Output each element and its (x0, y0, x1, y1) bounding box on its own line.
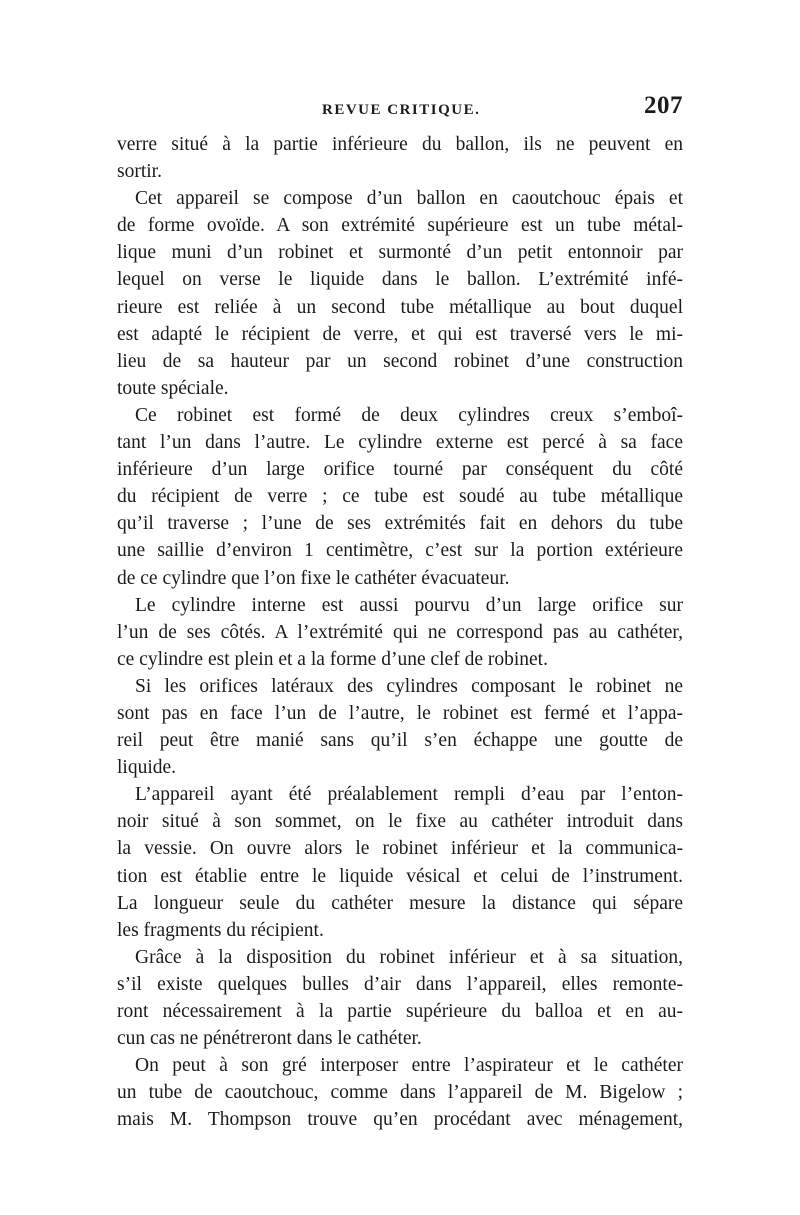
text-line: sont pas en face l’un de l’autre, le robinet est fermé et l’appa- (117, 702, 683, 724)
text-line: Le cylindre interne est aussi pourvu d’un large orifice sur (135, 594, 683, 616)
text-line: Si les orifices latéraux des cylindres composant le robinet ne (135, 675, 683, 697)
paragraph (117, 185, 683, 402)
text-line: Ce robinet est formé de deux cylindres creux s’emboî- (135, 404, 683, 426)
text-line: ront nécessairement à la partie supérieure du balloa et en au- (117, 1001, 683, 1022)
text-line: tion est établie entre le liquide vésical et celui de l’instrument. (117, 865, 683, 887)
text-line: Grâce à la disposition du robinet inférieur et à sa situation, (135, 946, 683, 968)
text-line: du récipient de verre ; ce tube est soudé au tube métallique (117, 486, 683, 508)
paragraph (117, 131, 683, 185)
text-line: toute spéciale. (117, 377, 229, 399)
body-text (117, 131, 683, 1133)
text-line: inférieure d’un large orifice tourné par conséquent du côté (117, 459, 683, 481)
paragraph (117, 1052, 683, 1133)
text-line: verre situé à la partie inférieure du ballon, ils ne peuvent en (117, 134, 683, 155)
text-line: sortir. (117, 161, 162, 183)
text-line: liquide. (117, 757, 177, 779)
text-line: s’il existe quelques bulles d’air dans l’appareil, elles remonte- (117, 973, 683, 995)
text-line: On peut à son gré interposer entre l’aspirateur et le cathéter (135, 1055, 683, 1077)
text-line: les fragments du récipient. (117, 919, 324, 941)
text-line: est adapté le récipient de verre, et qui est traversé vers le mi- (117, 323, 683, 345)
paragraph (117, 402, 683, 592)
text-line: un tube de caoutchouc, comme dans l’appareil de M. Bigelow ; (117, 1082, 683, 1104)
text-line: lieu de sa hauteur par un second robinet d’une construction (117, 350, 683, 372)
text-line: ce cylindre est plein et a la forme d’une clef de robinet. (117, 648, 548, 670)
page-number: 207 (644, 92, 683, 119)
text-line: lequel on verse le liquide dans le ballon. L’extrémité infé- (117, 269, 683, 291)
text-line: de forme ovoïde. A son extrémité supérieure est un tube métal- (117, 215, 683, 237)
paragraph (117, 592, 683, 673)
text-line: l’un de ses côtés. A l’extrémité qui ne correspond pas au cathéter, (117, 621, 683, 643)
text-line: Cet appareil se compose d’un ballon en caoutchouc épais et (135, 188, 683, 210)
paragraph (117, 781, 683, 944)
text-line: noir situé à son sommet, on le fixe au cathéter introduit dans (117, 811, 683, 833)
text-line: qu’il traverse ; l’une de ses extrémités fait en dehors du tube (117, 513, 683, 535)
text-line: la vessie. On ouvre alors le robinet inférieur et la communica- (117, 838, 683, 860)
text-line: mais M. Thompson trouve qu’en procédant avec ménagement, (117, 1109, 683, 1131)
running-head (117, 92, 683, 128)
text-line: une saillie d’environ 1 centimètre, c’est sur la portion extérieure (117, 540, 683, 562)
text-line: rieure est reliée à un second tube métallique au bout duquel (117, 296, 683, 318)
text-line: L’appareil ayant été préalablement rempli d’eau par l’enton- (135, 784, 683, 806)
text-line: cun cas ne pénétreront dans le cathéter. (117, 1028, 422, 1050)
text-line: de ce cylindre que l’on fixe le cathéter évacuateur. (117, 567, 510, 589)
text-line: reil peut être manié sans qu’il s’en échappe une goutte de (117, 730, 683, 752)
text-line: lique muni d’un robinet et surmonté d’un petit entonnoir par (117, 242, 683, 264)
text-line: La longueur seule du cathéter mesure la distance qui sépare (117, 892, 683, 914)
paragraph (117, 673, 683, 781)
running-title: REVUE CRITIQUE. (322, 102, 481, 118)
paragraph (117, 944, 683, 1052)
text-line: tant l’un dans l’autre. Le cylindre externe est percé à sa face (117, 432, 683, 454)
